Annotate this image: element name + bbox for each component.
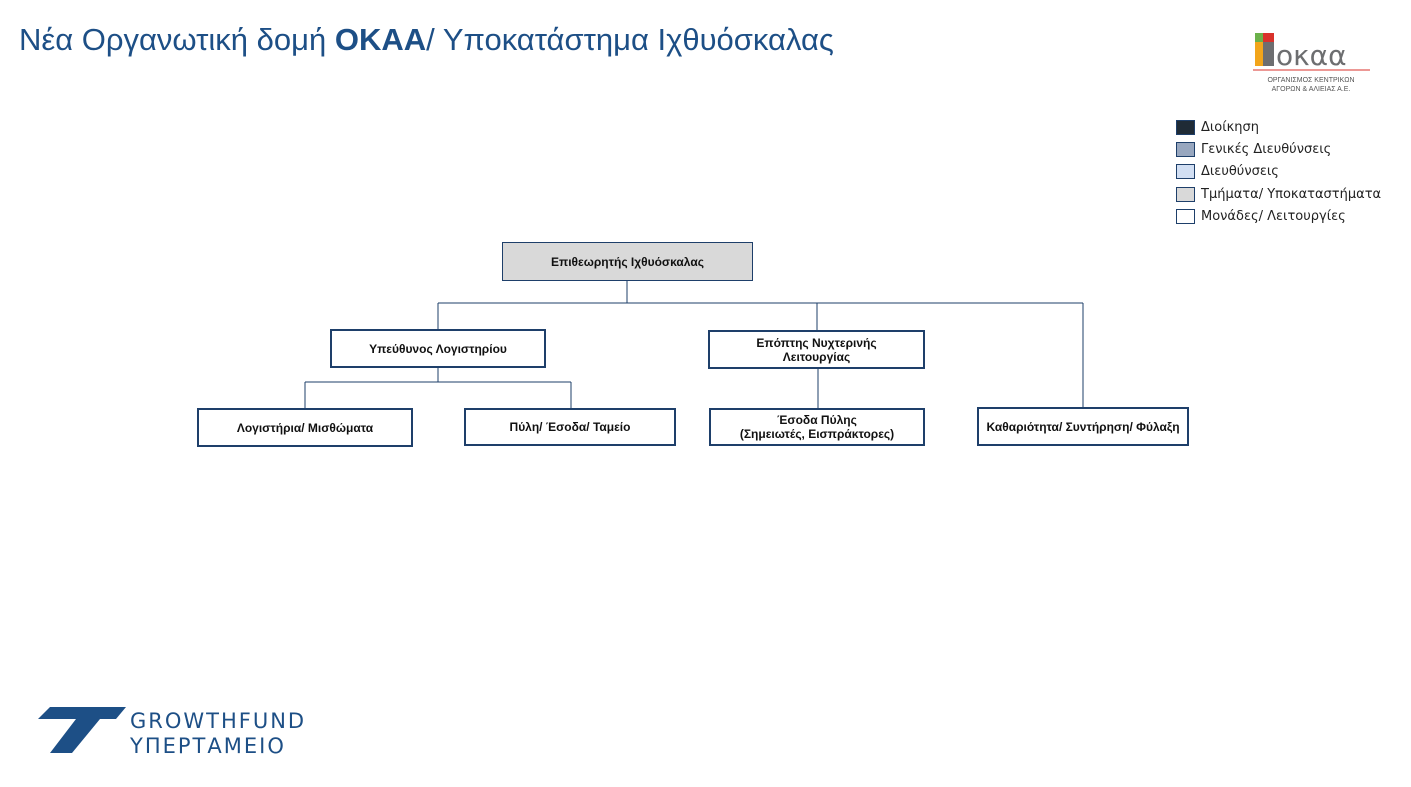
growthfund-line1: GROWTHFUND bbox=[130, 709, 307, 733]
title-bold: ΟΚΑΑ bbox=[334, 22, 427, 57]
growthfund-line2: ΥΠΕΡΤΑΜΕΙΟ bbox=[130, 734, 286, 758]
okaa-wordmark: οκαα bbox=[1276, 39, 1347, 72]
node-label: Λογιστήρια/ Μισθώματα bbox=[236, 420, 374, 435]
node-fish-market-inspector bbox=[502, 242, 753, 281]
legend-label: Γενικές Διευθύνσεις bbox=[1201, 141, 1332, 157]
title-suffix: / Υποκατάστημα Ιχθυόσκαλας bbox=[426, 22, 834, 57]
node-label: Πύλη/ Έσοδα/ Ταμείο bbox=[509, 420, 631, 434]
legend-label: Μονάδες/ Λειτουργίες bbox=[1201, 208, 1346, 224]
node-gate-entry bbox=[709, 408, 925, 446]
node-label: Καθαριότητα/ Συντήρηση/ Φύλαξη bbox=[986, 419, 1180, 434]
node-label: Επόπτης Νυχτερινής Λειτουργίας bbox=[756, 335, 877, 364]
node-accounting-head bbox=[330, 329, 546, 368]
node-label: Έσοδα Πύλης (Σημειωτές, Εισπράκτορες) bbox=[739, 413, 895, 441]
legend-label: Τμήματα/ Υποκαταστήματα bbox=[1201, 186, 1382, 202]
node-night-supervisor bbox=[708, 330, 925, 369]
node-gate-cashier bbox=[464, 408, 676, 446]
okaa-subtitle-line2: ΑΓΟΡΩΝ & ΑΛΙΕΙΑΣ Α.Ε. bbox=[1271, 86, 1351, 93]
node-cleaning-maintenance bbox=[977, 407, 1189, 446]
node-label: Υπεύθυνος Λογιστηρίου bbox=[369, 341, 507, 356]
title-prefix: Νέα Οργανωτική δομή bbox=[19, 22, 335, 57]
okaa-subtitle-line1: ΟΡΓΑΝΙΣΜΟΣ ΚΕΝΤΡΙΚΩΝ bbox=[1267, 77, 1355, 84]
legend-label: Διευθύνσεις bbox=[1201, 164, 1279, 180]
growthfund-logo-mark bbox=[38, 705, 128, 755]
node-accounting-payroll bbox=[197, 408, 413, 447]
growthfund-wordmark bbox=[130, 709, 306, 759]
node-label: Επιθεωρητής Ιχθυόσκαλας bbox=[551, 254, 704, 269]
legend-label: Διοίκηση bbox=[1201, 119, 1260, 135]
